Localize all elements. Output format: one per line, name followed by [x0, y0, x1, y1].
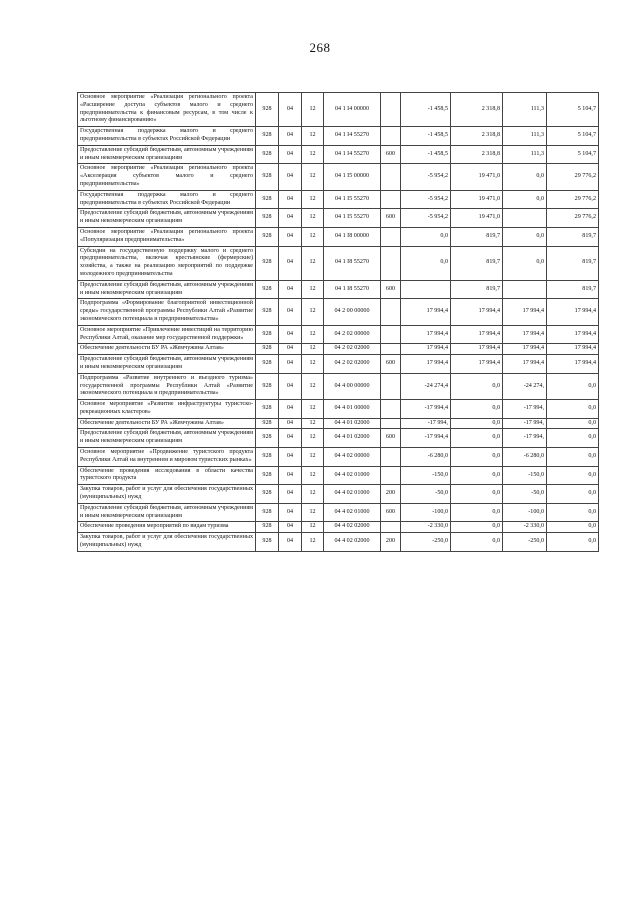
- amount-2-cell: 2 318,8: [451, 145, 503, 164]
- table-row: [78, 522, 599, 533]
- target-article-cell: 04 4 02 00000: [324, 448, 381, 467]
- table-row: [78, 344, 599, 355]
- amount-4-cell: 29 776,2: [547, 164, 599, 190]
- amount-2-cell: 2 318,8: [451, 127, 503, 146]
- amount-2-cell: 17 994,4: [451, 344, 503, 355]
- target-article-cell: 04 1 I8 55270: [324, 246, 381, 280]
- section-code-cell: 04: [279, 325, 302, 344]
- admin-code-cell: 928: [256, 448, 279, 467]
- target-article-cell: 04 4 00 00000: [324, 373, 381, 399]
- table-row: [78, 429, 599, 448]
- amount-3-cell: -24 274,: [503, 373, 547, 399]
- amount-2-cell: 0,0: [451, 522, 503, 533]
- row-name-cell: Подпрограмма «Развитие внутреннего и въездного туризма» государственной программы Республики Алтай «Развитие экономического потенциала и предпринимательства»: [78, 373, 256, 399]
- row-name-cell: Предоставление субсидий бюджетным, автономным учреждениям и иным некоммерческим организациям: [78, 503, 256, 522]
- admin-code-cell: 928: [256, 127, 279, 146]
- amount-4-cell: 0,0: [547, 400, 599, 419]
- subsection-code-cell: 12: [302, 418, 324, 429]
- target-article-cell: 04 1 I5 55270: [324, 209, 381, 228]
- amount-4-cell: 0,0: [547, 503, 599, 522]
- amount-4-cell: 5 104,7: [547, 127, 599, 146]
- amount-1-cell: -1 458,5: [401, 93, 451, 127]
- table-row: [78, 503, 599, 522]
- amount-3-cell: -2 330,0: [503, 522, 547, 533]
- expense-type-cell: [381, 400, 401, 419]
- amount-4-cell: 819,7: [547, 280, 599, 299]
- amount-4-cell: 17 994,4: [547, 355, 599, 374]
- amount-1-cell: -17 994,: [401, 418, 451, 429]
- table-row: [78, 448, 599, 467]
- admin-code-cell: 928: [256, 190, 279, 209]
- target-article-cell: 04 4 01 00000: [324, 400, 381, 419]
- amount-4-cell: 5 104,7: [547, 145, 599, 164]
- row-name-cell: Государственная поддержка малого и среднего предпринимательства в субъектах Российской Федерации: [78, 127, 256, 146]
- amount-1-cell: -150,0: [401, 466, 451, 485]
- expense-type-cell: [381, 299, 401, 325]
- subsection-code-cell: 12: [302, 145, 324, 164]
- amount-1-cell: 17 994,4: [401, 325, 451, 344]
- subsection-code-cell: 12: [302, 246, 324, 280]
- amount-3-cell: -100,0: [503, 503, 547, 522]
- expense-type-cell: [381, 190, 401, 209]
- amount-4-cell: 0,0: [547, 373, 599, 399]
- admin-code-cell: 928: [256, 227, 279, 246]
- target-article-cell: 04 1 I5 00000: [324, 164, 381, 190]
- table-row: [78, 227, 599, 246]
- amount-1-cell: -250,0: [401, 533, 451, 552]
- expense-type-cell: [381, 448, 401, 467]
- expense-type-cell: 600: [381, 280, 401, 299]
- subsection-code-cell: 12: [302, 400, 324, 419]
- admin-code-cell: 928: [256, 93, 279, 127]
- amount-4-cell: 0,0: [547, 522, 599, 533]
- amount-2-cell: 19 471,0: [451, 164, 503, 190]
- subsection-code-cell: 12: [302, 127, 324, 146]
- admin-code-cell: 928: [256, 533, 279, 552]
- target-article-cell: 04 1 I4 00000: [324, 93, 381, 127]
- row-name-cell: Обеспечение проведения мероприятий по видам туризма: [78, 522, 256, 533]
- row-name-cell: Обеспечение деятельности БУ РА «Жемчужина Алтая»: [78, 344, 256, 355]
- target-article-cell: 04 1 I8 55270: [324, 280, 381, 299]
- amount-1-cell: -50,0: [401, 485, 451, 504]
- amount-4-cell: 819,7: [547, 227, 599, 246]
- table-row: [78, 280, 599, 299]
- section-code-cell: 04: [279, 429, 302, 448]
- admin-code-cell: 928: [256, 209, 279, 228]
- admin-code-cell: 928: [256, 145, 279, 164]
- amount-3-cell: 17 994,4: [503, 299, 547, 325]
- amount-3-cell: 0,0: [503, 164, 547, 190]
- amount-3-cell: [503, 280, 547, 299]
- amount-4-cell: 29 776,2: [547, 190, 599, 209]
- section-code-cell: 04: [279, 190, 302, 209]
- table-row: [78, 485, 599, 504]
- table-row: [78, 533, 599, 552]
- amount-3-cell: 0,0: [503, 190, 547, 209]
- amount-1-cell: -1 458,5: [401, 145, 451, 164]
- subsection-code-cell: 12: [302, 522, 324, 533]
- section-code-cell: 04: [279, 373, 302, 399]
- subsection-code-cell: 12: [302, 190, 324, 209]
- expense-type-cell: [381, 227, 401, 246]
- section-code-cell: 04: [279, 418, 302, 429]
- amount-2-cell: 19 471,0: [451, 209, 503, 228]
- table-row: [78, 418, 599, 429]
- amount-2-cell: 0,0: [451, 400, 503, 419]
- target-article-cell: 04 4 02 01000: [324, 485, 381, 504]
- table-row: [78, 127, 599, 146]
- amount-2-cell: 0,0: [451, 448, 503, 467]
- table-row: [78, 299, 599, 325]
- amount-1-cell: -2 330,0: [401, 522, 451, 533]
- amount-4-cell: 5 104,7: [547, 93, 599, 127]
- subsection-code-cell: 12: [302, 280, 324, 299]
- row-name-cell: Подпрограмма «Формирование благоприятной инвестиционной среды» государственной программы Республики Алтай «Развитие экономического потенциала и предпринимательства»: [78, 299, 256, 325]
- subsection-code-cell: 12: [302, 373, 324, 399]
- target-article-cell: 04 2 02 00000: [324, 325, 381, 344]
- budget-table: [77, 92, 599, 552]
- section-code-cell: 04: [279, 227, 302, 246]
- target-article-cell: 04 1 I5 55270: [324, 190, 381, 209]
- section-code-cell: 04: [279, 93, 302, 127]
- amount-2-cell: 17 994,4: [451, 355, 503, 374]
- expense-type-cell: [381, 127, 401, 146]
- expense-type-cell: [381, 373, 401, 399]
- amount-2-cell: 0,0: [451, 373, 503, 399]
- amount-4-cell: 29 776,2: [547, 209, 599, 228]
- subsection-code-cell: 12: [302, 503, 324, 522]
- target-article-cell: 04 4 02 02000: [324, 522, 381, 533]
- amount-3-cell: -17 994,: [503, 418, 547, 429]
- expense-type-cell: [381, 466, 401, 485]
- subsection-code-cell: 12: [302, 429, 324, 448]
- amount-2-cell: 819,7: [451, 227, 503, 246]
- admin-code-cell: 928: [256, 164, 279, 190]
- amount-1-cell: -5 954,2: [401, 164, 451, 190]
- subsection-code-cell: 12: [302, 93, 324, 127]
- section-code-cell: 04: [279, 400, 302, 419]
- amount-4-cell: 819,7: [547, 246, 599, 280]
- amount-2-cell: 0,0: [451, 466, 503, 485]
- amount-1-cell: 0,0: [401, 246, 451, 280]
- amount-1-cell: -100,0: [401, 503, 451, 522]
- amount-1-cell: -1 458,5: [401, 127, 451, 146]
- amount-3-cell: 0,0: [503, 246, 547, 280]
- section-code-cell: 04: [279, 280, 302, 299]
- table-row: [78, 400, 599, 419]
- admin-code-cell: 928: [256, 400, 279, 419]
- amount-2-cell: 2 318,8: [451, 93, 503, 127]
- table-row: [78, 93, 599, 127]
- expense-type-cell: [381, 164, 401, 190]
- amount-2-cell: 819,7: [451, 280, 503, 299]
- amount-2-cell: 0,0: [451, 418, 503, 429]
- section-code-cell: 04: [279, 533, 302, 552]
- subsection-code-cell: 12: [302, 325, 324, 344]
- amount-3-cell: 17 994,4: [503, 344, 547, 355]
- amount-1-cell: -24 274,4: [401, 373, 451, 399]
- row-name-cell: Основное мероприятие «Продвижение туристского продукта Республики Алтай на внутреннем и мировом туристских рынках»: [78, 448, 256, 467]
- row-name-cell: Предоставление субсидий бюджетным, автономным учреждениям и иным некоммерческим организациям: [78, 209, 256, 228]
- expense-type-cell: [381, 246, 401, 280]
- amount-2-cell: 17 994,4: [451, 299, 503, 325]
- amount-4-cell: 0,0: [547, 418, 599, 429]
- row-name-cell: Предоставление субсидий бюджетным, автономным учреждениям и иным некоммерческим организациям: [78, 145, 256, 164]
- row-name-cell: Государственная поддержка малого и среднего предпринимательства в субъектах Российской Федерации: [78, 190, 256, 209]
- amount-3-cell: -250,0: [503, 533, 547, 552]
- section-code-cell: 04: [279, 466, 302, 485]
- admin-code-cell: 928: [256, 418, 279, 429]
- expense-type-cell: [381, 93, 401, 127]
- target-article-cell: 04 4 01 02000: [324, 418, 381, 429]
- subsection-code-cell: 12: [302, 448, 324, 467]
- section-code-cell: 04: [279, 246, 302, 280]
- expense-type-cell: [381, 522, 401, 533]
- target-article-cell: 04 2 00 00000: [324, 299, 381, 325]
- amount-3-cell: 17 994,4: [503, 325, 547, 344]
- expense-type-cell: 600: [381, 503, 401, 522]
- admin-code-cell: 928: [256, 280, 279, 299]
- expense-type-cell: [381, 325, 401, 344]
- section-code-cell: 04: [279, 503, 302, 522]
- subsection-code-cell: 12: [302, 164, 324, 190]
- row-name-cell: Предоставление субсидий бюджетным, автономным учреждениям и иным некоммерческим организациям: [78, 355, 256, 374]
- budget-table-body: [78, 93, 599, 552]
- section-code-cell: 04: [279, 448, 302, 467]
- admin-code-cell: 928: [256, 373, 279, 399]
- section-code-cell: 04: [279, 485, 302, 504]
- target-article-cell: 04 4 02 01000: [324, 503, 381, 522]
- amount-3-cell: -50,0: [503, 485, 547, 504]
- amount-2-cell: 0,0: [451, 429, 503, 448]
- row-name-cell: Закупка товаров, работ и услуг для обеспечения государственных (муниципальных) нужд: [78, 485, 256, 504]
- section-code-cell: 04: [279, 355, 302, 374]
- section-code-cell: 04: [279, 209, 302, 228]
- admin-code-cell: 928: [256, 429, 279, 448]
- table-row: [78, 145, 599, 164]
- amount-4-cell: 0,0: [547, 466, 599, 485]
- amount-3-cell: 111,3: [503, 93, 547, 127]
- table-row: [78, 325, 599, 344]
- amount-3-cell: -17 994,: [503, 429, 547, 448]
- row-name-cell: Субсидии на государственную поддержку малого и среднего предпринимательства, включая крестьянские (фермерские) хозяйства, а также на реализацию мероприятий по поддержке молодежного предпринимательства: [78, 246, 256, 280]
- expense-type-cell: 600: [381, 429, 401, 448]
- amount-4-cell: 0,0: [547, 485, 599, 504]
- subsection-code-cell: 12: [302, 355, 324, 374]
- table-row: [78, 190, 599, 209]
- subsection-code-cell: 12: [302, 533, 324, 552]
- amount-3-cell: 111,3: [503, 127, 547, 146]
- amount-1-cell: -5 954,2: [401, 209, 451, 228]
- section-code-cell: 04: [279, 164, 302, 190]
- expense-type-cell: 600: [381, 209, 401, 228]
- subsection-code-cell: 12: [302, 466, 324, 485]
- target-article-cell: 04 1 I4 55270: [324, 127, 381, 146]
- amount-3-cell: 111,3: [503, 145, 547, 164]
- expense-type-cell: 600: [381, 145, 401, 164]
- row-name-cell: Основное мероприятие «Реализация регионального проекта «Акселерация субъектов малого и среднего предпринимательства»: [78, 164, 256, 190]
- row-name-cell: Предоставление субсидий бюджетным, автономным учреждениям и иным некоммерческим организациям: [78, 429, 256, 448]
- admin-code-cell: 928: [256, 485, 279, 504]
- row-name-cell: Основное мероприятие «Привлечение инвестиций на территорию Республики Алтай, оказание мер государственной поддержки»: [78, 325, 256, 344]
- amount-1-cell: -5 954,2: [401, 190, 451, 209]
- table-row: [78, 209, 599, 228]
- subsection-code-cell: 12: [302, 344, 324, 355]
- amount-1-cell: -17 994,4: [401, 400, 451, 419]
- row-name-cell: Основное мероприятие «Реализация регионального проекта «Расширение доступа субъектов малого и среднего предпринимательства к финансовым ресурсам, в том числе к льготному финансированию»: [78, 93, 256, 127]
- target-article-cell: 04 1 I4 55270: [324, 145, 381, 164]
- amount-2-cell: 19 471,0: [451, 190, 503, 209]
- amount-3-cell: -6 280,0: [503, 448, 547, 467]
- amount-4-cell: 0,0: [547, 448, 599, 467]
- admin-code-cell: 928: [256, 344, 279, 355]
- target-article-cell: 04 4 02 01000: [324, 466, 381, 485]
- table-row: [78, 373, 599, 399]
- amount-1-cell: 17 994,4: [401, 299, 451, 325]
- amount-2-cell: 17 994,4: [451, 325, 503, 344]
- target-article-cell: 04 4 01 02000: [324, 429, 381, 448]
- amount-1-cell: [401, 280, 451, 299]
- admin-code-cell: 928: [256, 522, 279, 533]
- subsection-code-cell: 12: [302, 299, 324, 325]
- amount-3-cell: -150,0: [503, 466, 547, 485]
- page-number: 268: [309, 40, 331, 55]
- row-name-cell: Предоставление субсидий бюджетным, автономным учреждениям и иным некоммерческим организациям: [78, 280, 256, 299]
- amount-4-cell: 0,0: [547, 533, 599, 552]
- admin-code-cell: 928: [256, 299, 279, 325]
- admin-code-cell: 928: [256, 466, 279, 485]
- subsection-code-cell: 12: [302, 209, 324, 228]
- table-row: [78, 246, 599, 280]
- section-code-cell: 04: [279, 145, 302, 164]
- target-article-cell: 04 4 02 02000: [324, 533, 381, 552]
- expense-type-cell: [381, 344, 401, 355]
- target-article-cell: 04 2 02 02000: [324, 344, 381, 355]
- admin-code-cell: 928: [256, 325, 279, 344]
- amount-1-cell: 17 994,4: [401, 355, 451, 374]
- expense-type-cell: 200: [381, 485, 401, 504]
- table-row: [78, 355, 599, 374]
- amount-3-cell: -17 994,: [503, 400, 547, 419]
- amount-4-cell: 17 994,4: [547, 299, 599, 325]
- amount-3-cell: [503, 209, 547, 228]
- expense-type-cell: 600: [381, 355, 401, 374]
- subsection-code-cell: 12: [302, 227, 324, 246]
- admin-code-cell: 928: [256, 246, 279, 280]
- amount-2-cell: 0,0: [451, 533, 503, 552]
- expense-type-cell: [381, 418, 401, 429]
- section-code-cell: 04: [279, 344, 302, 355]
- amount-2-cell: 0,0: [451, 503, 503, 522]
- table-row: [78, 466, 599, 485]
- amount-1-cell: -17 994,4: [401, 429, 451, 448]
- row-name-cell: Основное мероприятие «Развитие инфраструктуры туристско-рекреационных кластеров»: [78, 400, 256, 419]
- admin-code-cell: 928: [256, 355, 279, 374]
- table-row: [78, 164, 599, 190]
- subsection-code-cell: 12: [302, 485, 324, 504]
- row-name-cell: Обеспечение деятельности БУ РА «Жемчужина Алтая»: [78, 418, 256, 429]
- amount-1-cell: 0,0: [401, 227, 451, 246]
- row-name-cell: Основное мероприятие «Реализация регионального проекта «Популяризация предпринимательства»: [78, 227, 256, 246]
- amount-4-cell: 17 994,4: [547, 325, 599, 344]
- target-article-cell: 04 1 I8 00000: [324, 227, 381, 246]
- section-code-cell: 04: [279, 522, 302, 533]
- amount-3-cell: 17 994,4: [503, 355, 547, 374]
- expense-type-cell: 200: [381, 533, 401, 552]
- amount-2-cell: 0,0: [451, 485, 503, 504]
- amount-4-cell: 17 994,4: [547, 344, 599, 355]
- amount-1-cell: -6 280,0: [401, 448, 451, 467]
- target-article-cell: 04 2 02 02000: [324, 355, 381, 374]
- section-code-cell: 04: [279, 299, 302, 325]
- row-name-cell: Закупка товаров, работ и услуг для обеспечения государственных (муниципальных) нужд: [78, 533, 256, 552]
- amount-1-cell: 17 994,4: [401, 344, 451, 355]
- admin-code-cell: 928: [256, 503, 279, 522]
- amount-4-cell: 0,0: [547, 429, 599, 448]
- section-code-cell: 04: [279, 127, 302, 146]
- row-name-cell: Обеспечение проведения исследования в области качества туристского продукта: [78, 466, 256, 485]
- amount-3-cell: 0,0: [503, 227, 547, 246]
- amount-2-cell: 819,7: [451, 246, 503, 280]
